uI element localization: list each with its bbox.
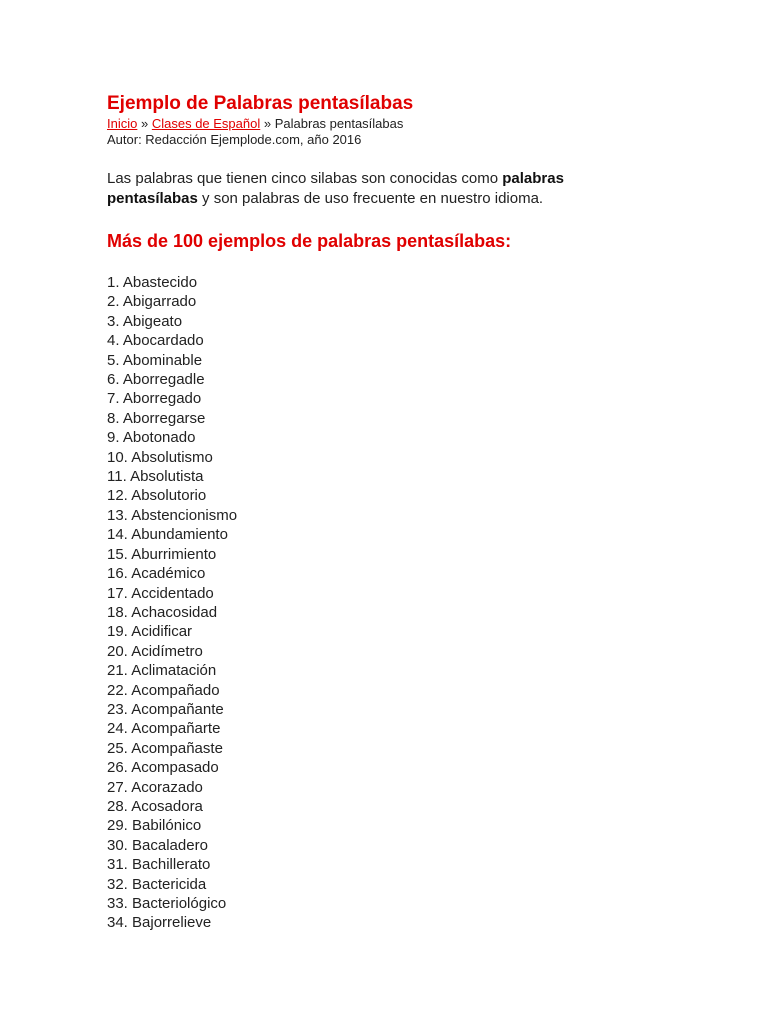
list-item: 2. Abigarrado [107, 293, 197, 311]
list-item: 16. Académico [107, 565, 206, 583]
intro-bold-term: palabras pentasílabas [107, 170, 564, 207]
list-item: 12. Absolutorio [107, 487, 207, 505]
list-item: 34. Bajorrelieve [107, 914, 212, 932]
page-title: Ejemplo de Palabras pentasílabas [107, 93, 414, 114]
list-item: 29. Babilónico [107, 817, 202, 835]
list-item: 19. Acidificar [107, 623, 193, 641]
list-item: 9. Abotonado [107, 429, 196, 447]
list-item: 7. Aborregado [107, 390, 202, 408]
list-item: 17. Accidentado [107, 584, 214, 602]
list-item: 30. Bacaladero [107, 836, 208, 854]
list-item: 1. Abastecido [107, 274, 198, 291]
author-line: Autor: Redacción Ejemplode.com, año 2016 [107, 132, 362, 147]
list-item: 15. Aburrimiento [107, 545, 217, 563]
list-item: 31. Bachillerato [107, 856, 211, 874]
list-item: 32. Bactericida [107, 875, 207, 893]
list-item: 27. Acorazado [107, 778, 203, 796]
breadcrumb-link-category[interactable]: Clases de Español [151, 116, 261, 131]
list-item: 13. Abstencionismo [107, 506, 238, 524]
list-item: 5. Abominable [107, 351, 203, 369]
intro-text-start: Las palabras que tienen cinco silabas son conocidas como [107, 170, 503, 187]
list-item: 23. Acompañante [107, 700, 224, 718]
list-item: 24. Acompañarte [107, 720, 221, 738]
list-item: 10. Absolutismo [107, 448, 213, 466]
list-item: 28. Acosadora [107, 797, 203, 815]
list-item: 14. Abundamiento [107, 526, 228, 544]
article [107, 92, 707, 933]
list-item: 8. Aborregarse [107, 409, 206, 427]
list-item: 25. Acompañaste [107, 739, 223, 757]
list-item: 4. Abocardado [107, 332, 204, 350]
breadcrumb-separator: » [263, 116, 272, 131]
section-heading: Más de 100 ejemplos de palabras pentasílabas: [107, 231, 512, 251]
intro-text-end: y son palabras de uso frecuente en nuestro idioma. [197, 190, 544, 207]
list-item: 26. Acompasado [107, 759, 219, 777]
breadcrumb [107, 116, 707, 132]
list-item: 22. Acompañado [107, 681, 220, 699]
list-item: 20. Acidímetro [107, 642, 203, 660]
list-item: 11. Absolutista [107, 468, 204, 486]
breadcrumb-current: Palabras pentasílabas [274, 116, 404, 131]
breadcrumb-link-home[interactable]: Inicio [107, 116, 138, 131]
list-item: 6. Aborregadle [107, 371, 205, 389]
word-list [107, 273, 707, 933]
list-item: 3. Abigeato [107, 312, 183, 330]
list-item: 18. Achacosidad [107, 603, 218, 621]
list-item: 33. Bacteriológico [107, 895, 227, 912]
breadcrumb-separator: » [140, 116, 149, 131]
list-item: 21. Aclimatación [107, 662, 217, 680]
intro-paragraph [107, 169, 627, 209]
